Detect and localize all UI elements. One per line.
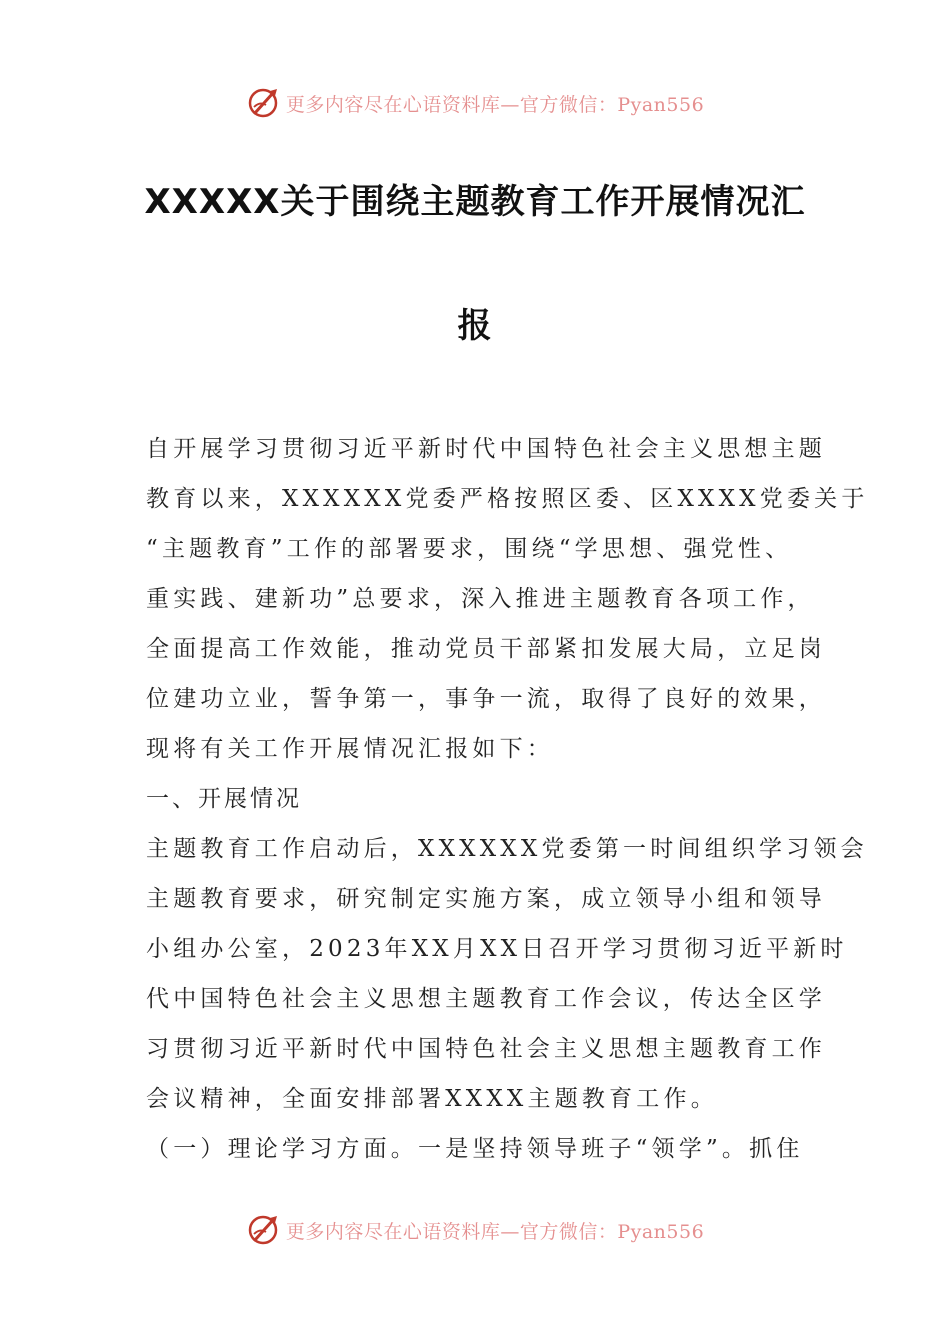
body-line: 全面提高工作效能，推动党员干部紧扣发展大局，立足岗 <box>146 636 826 662</box>
watermark-header <box>0 83 950 123</box>
watermark-text: 更多内容尽在心语资料库—官方微信：Pyan556 <box>285 1220 705 1243</box>
watermark-logo-icon <box>246 85 282 121</box>
body-line: （一）理论学习方面。一是坚持领导班子“领学”。抓住 <box>146 1136 804 1162</box>
body-line: 会议精神，全面安排部署XXXX主题教育工作。 <box>146 1086 718 1112</box>
document-body <box>146 424 869 1174</box>
body-line: 主题教育工作启动后，XXXXXX党委第一时间组织学习领会 <box>146 836 868 862</box>
body-line: 位建功立业，誓争第一，事争一流，取得了良好的效果， <box>146 686 826 712</box>
document-title-continued: 报 <box>457 306 493 346</box>
watermark-logo-icon <box>246 1212 282 1248</box>
body-line: 代中国特色社会主义思想主题教育工作会议，传达全区学 <box>146 986 826 1012</box>
body-line: 自开展学习贯彻习近平新时代中国特色社会主义思想主题 <box>146 436 826 462</box>
section-heading: 一、开展情况 <box>146 786 302 812</box>
body-line: “主题教育”工作的部署要求，围绕“学思想、强党性、 <box>146 536 793 562</box>
body-line: 习贯彻习近平新时代中国特色社会主义思想主题教育工作 <box>146 1036 826 1062</box>
document-title: XXXXX关于围绕主题教育工作开展情况汇 <box>144 182 806 222</box>
watermark-text: 更多内容尽在心语资料库—官方微信：Pyan556 <box>285 93 705 116</box>
body-line: 现将有关工作开展情况汇报如下： <box>146 736 554 762</box>
body-line: 重实践、建新功”总要求，深入推进主题教育各项工作， <box>146 586 815 612</box>
watermark-footer <box>0 1210 950 1250</box>
body-line: 主题教育要求，研究制定实施方案，成立领导小组和领导 <box>146 886 826 912</box>
body-line: 小组办公室，2023年XX月XX日召开学习贯彻习近平新时 <box>146 936 848 962</box>
body-line: 教育以来，XXXXXX党委严格按照区委、区XXXX党委关于 <box>146 486 869 512</box>
